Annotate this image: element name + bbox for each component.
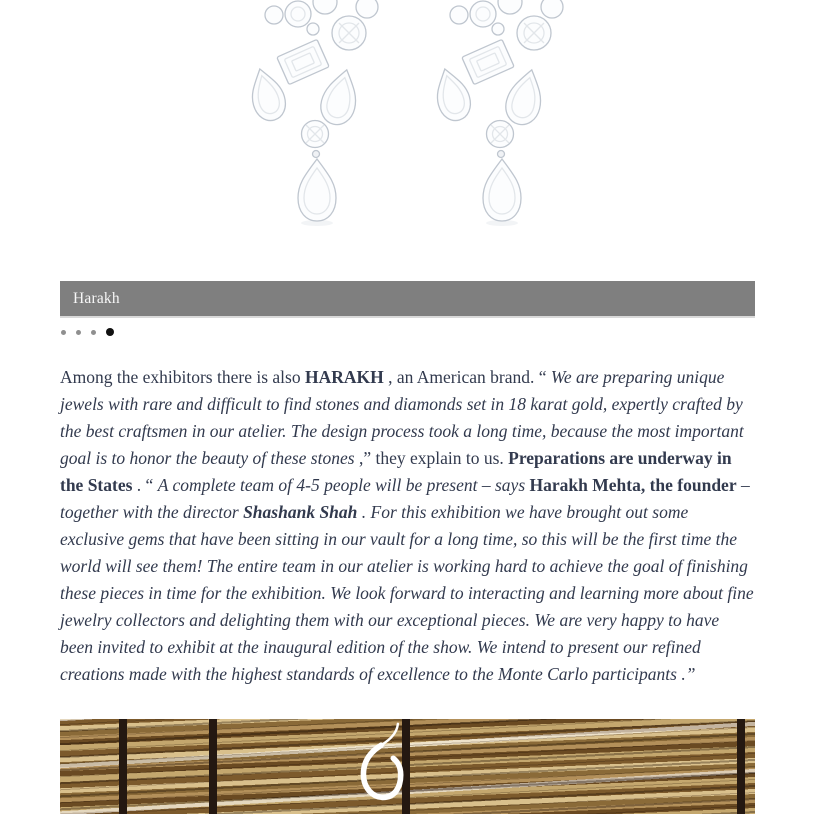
image-caption: Harakh xyxy=(73,289,120,307)
text-segment: Shashank Shah xyxy=(243,502,358,522)
panel-divider xyxy=(119,719,127,814)
image-caption-bar xyxy=(60,281,755,316)
article-paragraph xyxy=(60,364,755,688)
text-segment: A complete team of 4-5 people will be present – says xyxy=(157,475,530,495)
earrings-photo xyxy=(60,0,755,281)
text-segment: , an American brand. “ xyxy=(383,367,551,387)
text-segment: We are preparing unique jewels with rare and difficult to find stones and diamonds set in 18 karat gold, expertly crafted by the best craftsmen in our atelier. The design process took a long time, because the most important goal is to honor the beauty of these stones xyxy=(60,367,744,468)
carousel-dots xyxy=(60,327,755,337)
text-segment: . “ xyxy=(132,475,158,495)
panel-divider xyxy=(737,719,745,814)
article-content xyxy=(60,0,755,814)
brand-wall-image xyxy=(60,719,755,814)
text-segment: Among the exhibitors there is also xyxy=(60,367,305,387)
text-segment: ,” they explain to us. xyxy=(354,448,509,468)
earring-right xyxy=(429,0,563,226)
image-carousel xyxy=(60,0,755,337)
carousel-dot-2[interactable] xyxy=(76,330,81,335)
text-segment: Harakh Mehta, the founder xyxy=(529,475,737,495)
carousel-dot-4[interactable] xyxy=(106,328,114,336)
text-segment: – together with the director xyxy=(60,475,750,522)
carousel-dot-3[interactable] xyxy=(91,330,96,335)
caption-underline xyxy=(60,316,755,318)
carousel-dot-1[interactable] xyxy=(61,330,66,335)
text-segment: Preparations are underway in the States xyxy=(60,448,732,495)
panel-divider xyxy=(209,719,217,814)
text-segment: HARAKH xyxy=(304,367,384,387)
earring-left xyxy=(244,0,378,226)
text-segment: . For this exhibition we have brought out some exclusive gems that have been sitting in our vault for a long time, so this will be the first time the world will see them! The entire team in our atelier is working hard to achieve the goal of finishing these pieces in time for the exhibition. We look forward to interacting and learning more about fine jewelry collectors and delighting them with our exceptional pieces. We are very happy to have been invited to exhibit at the inaugural edition of the show. We intend to present our refined creations made with the highest standards of excellence to the Monte Carlo participants .” xyxy=(60,502,754,684)
harakh-drop-logo-icon xyxy=(355,721,411,808)
